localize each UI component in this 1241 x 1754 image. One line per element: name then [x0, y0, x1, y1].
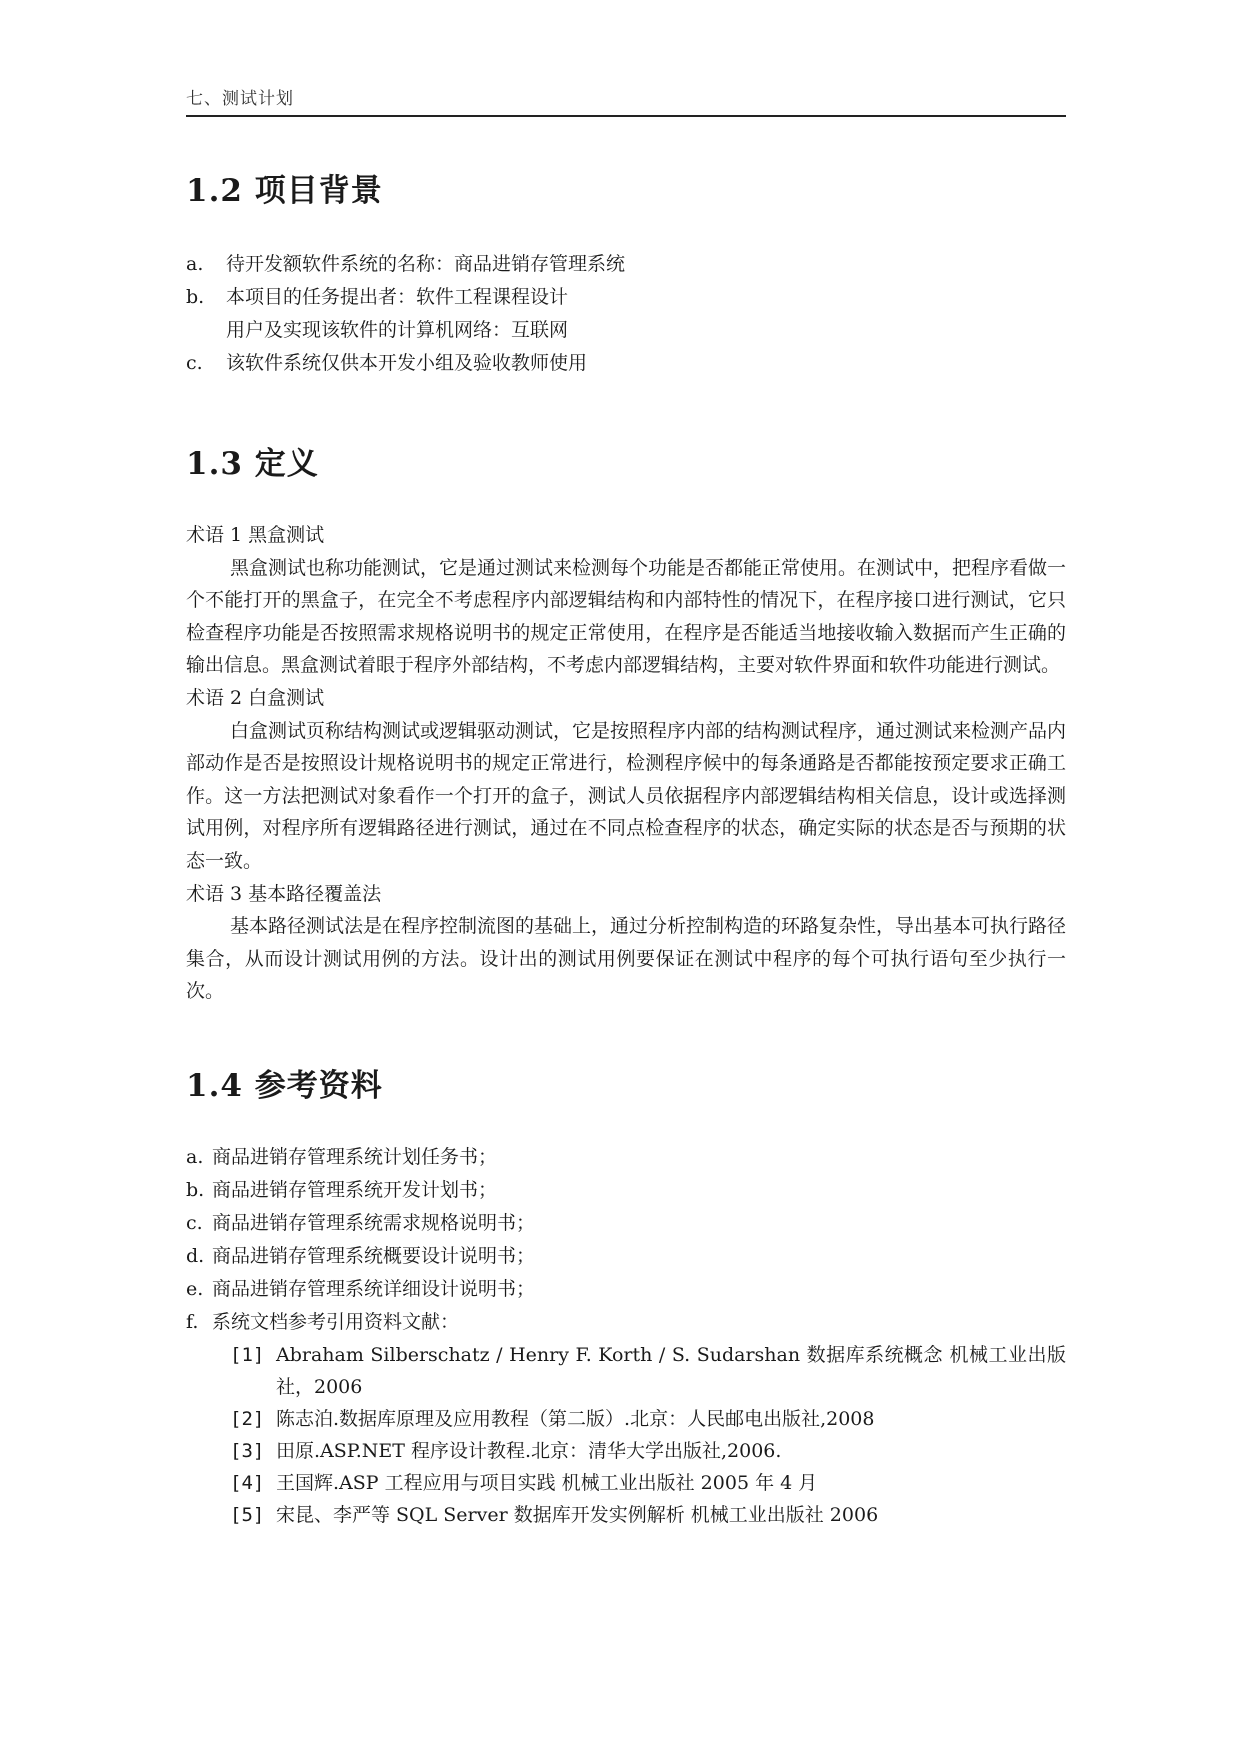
list-item [186, 281, 1066, 314]
citation [186, 1467, 1066, 1499]
list-text: 该软件系统仅供本开发小组及验收教师使用 [226, 352, 588, 374]
citation-number: [2] [230, 1407, 265, 1430]
list-text: 系统文档参考引用资料文献： [212, 1310, 460, 1333]
definitions [186, 519, 1066, 1008]
list-item [186, 1207, 1066, 1240]
section-heading-1-3: 1.3 定义 [186, 446, 319, 482]
list-marker: b. [186, 286, 205, 308]
list-text: 商品进销存管理系统计划任务书； [212, 1145, 498, 1168]
citation-text: Abraham Silberschatz / Henry F. Korth / S. Sudarshan 数据库系统概念 机械工业出版社，2006 [276, 1343, 1066, 1398]
list-item [186, 1174, 1066, 1207]
list-marker: c. [186, 1211, 203, 1234]
citation-text: 王国辉.ASP 工程应用与项目实践 机械工业出版社 2005 年 4 月 [276, 1471, 818, 1494]
citation-text: 田原.ASP.NET 程序设计教程.北京：清华大学出版社,2006. [276, 1439, 782, 1462]
citation-number: [3] [230, 1439, 265, 1462]
list-marker: b. [186, 1178, 205, 1201]
list-text: 商品进销存管理系统开发计划书； [212, 1178, 498, 1201]
term-body: 黑盒测试也称功能测试，它是通过测试来检测每个功能是否都能正常使用。在测试中，把程序看做一个不能打开的黑盒子，在完全不考虑程序内部逻辑结构和内部特性的情况下，在程序接口进行测试，它只检查程序功能是否按照需求规格说明书的规定正常使用，在程序是否能适当地接收输入数据而产生正确的输出信息。黑盒测试着眼于程序外部结构，不考虑内部逻辑结构，主要对软件界面和软件功能进行测试。 [186, 556, 1067, 677]
citation-number: [1] [230, 1343, 265, 1366]
list-marker: f. [186, 1310, 199, 1333]
list-item [186, 248, 1066, 281]
list-text: 用户及实现该软件的计算机网络：互联网 [226, 319, 569, 341]
list-text: 本项目的任务提出者：软件工程课程设计 [226, 286, 569, 308]
citation-text: 陈志泊.数据库原理及应用教程（第二版）.北京：人民邮电出版社,2008 [276, 1407, 875, 1430]
list-marker [186, 314, 226, 347]
list-item [186, 347, 1066, 380]
background-list [186, 248, 1066, 380]
citation-text: 宋昆、李严等 SQL Server 数据库开发实例解析 机械工业出版社 2006 [276, 1503, 879, 1526]
term-body: 基本路径测试法是在程序控制流图的基础上，通过分析控制构造的环路复杂性，导出基本可执行路径集合，从而设计测试用例的方法。设计出的测试用例要保证在测试中程序的每个可执行语句至少执行一次。 [186, 915, 1067, 1003]
term-body: 白盒测试页称结构测试或逻辑驱动测试，它是按照程序内部的结构测试程序，通过测试来检测产品内部动作是否是按照设计规格说明书的规定正常进行，检测程序候中的每条通路是否都能按预定要求正确工作。这一方法把测试对象看作一个打开的盒子，测试人员依据程序内部逻辑结构相关信息，设计或选择测试用例，对程序所有逻辑路径进行测试，通过在不同点检查程序的状态，确定实际的状态是否与预期的状态一致。 [186, 719, 1067, 872]
list-text: 商品进销存管理系统详细设计说明书； [212, 1277, 536, 1300]
list-item [186, 1306, 1066, 1339]
list-item [186, 1240, 1066, 1273]
list-item [186, 1141, 1066, 1174]
term-label: 术语 2 白盒测试 [186, 686, 325, 709]
citation [186, 1499, 1066, 1531]
list-marker: c. [186, 352, 203, 374]
list-marker: d. [186, 1244, 205, 1267]
references-list [186, 1141, 1066, 1531]
term-label: 术语 1 黑盒测试 [186, 524, 325, 546]
running-header: 七、测试计划 [186, 84, 1066, 117]
list-item [186, 1273, 1066, 1306]
citation-number: [5] [230, 1503, 265, 1526]
section-heading-1-4: 1.4 参考资料 [186, 1067, 383, 1104]
list-text: 待开发额软件系统的名称：商品进销存管理系统 [226, 253, 626, 275]
list-text: 商品进销存管理系统需求规格说明书； [212, 1211, 536, 1234]
citation [186, 1435, 1066, 1467]
list-item [186, 314, 1066, 347]
citation [186, 1339, 1066, 1403]
citation-number: [4] [230, 1471, 265, 1494]
citation [186, 1403, 1066, 1435]
list-marker: a. [186, 1145, 204, 1168]
list-marker: a. [186, 253, 204, 275]
document-page [186, 84, 1066, 1531]
list-text: 商品进销存管理系统概要设计说明书； [212, 1244, 536, 1267]
section-heading-1-2: 1.2 项目背景 [186, 173, 383, 209]
term-label: 术语 3 基本路径覆盖法 [186, 882, 382, 905]
list-marker: e. [186, 1277, 204, 1300]
